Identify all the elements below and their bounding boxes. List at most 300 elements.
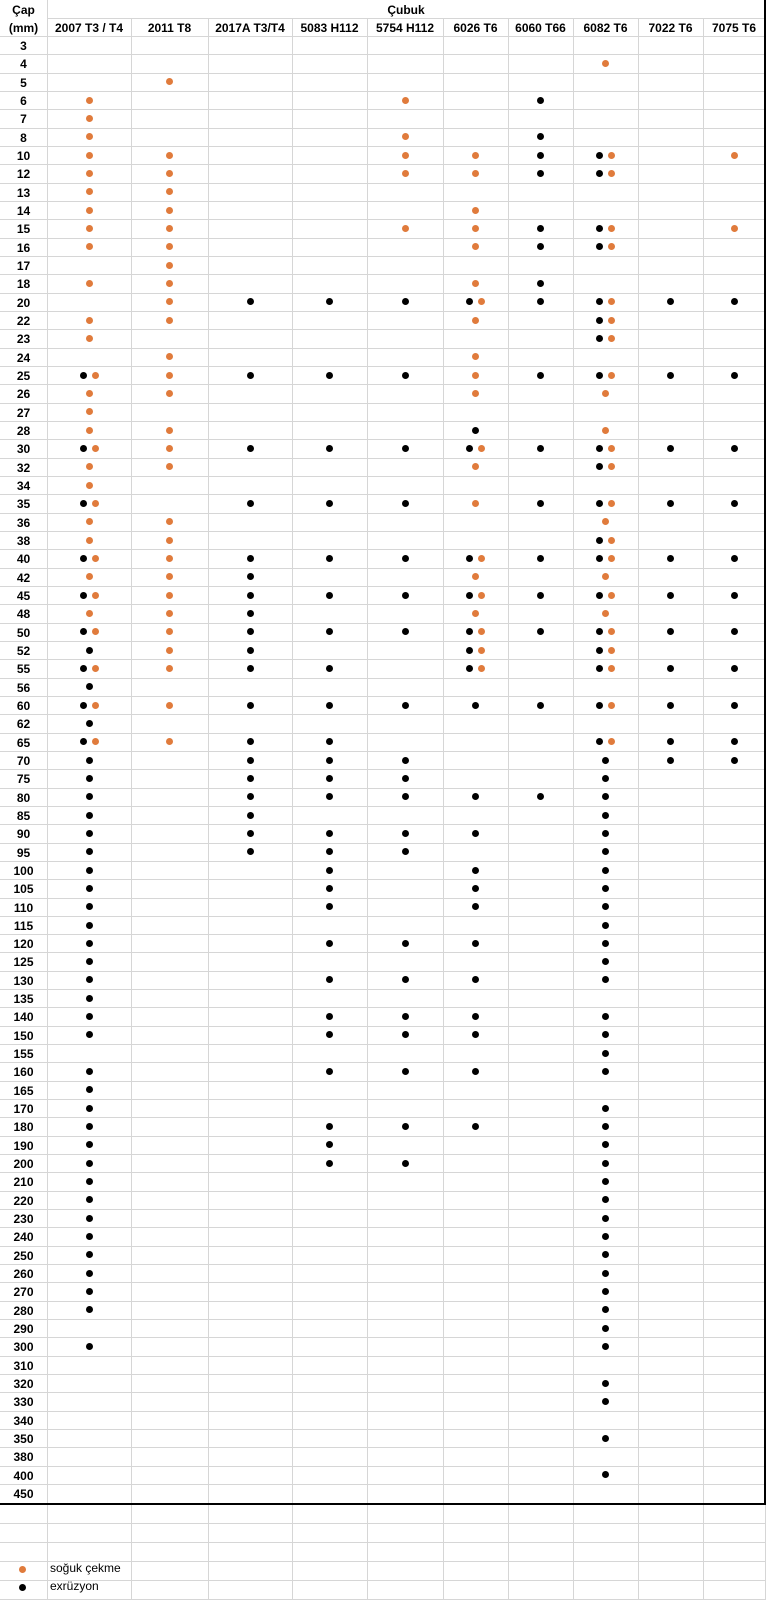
cold-drawn-marker (86, 188, 93, 195)
row-diameter: 380 (13, 1450, 34, 1464)
cold-drawn-marker (166, 372, 173, 379)
grid-hline (0, 128, 765, 129)
row-diameter: 4 (20, 57, 27, 71)
cold-drawn-marker (608, 335, 615, 342)
cold-drawn-marker (92, 702, 99, 709)
cold-drawn-marker (472, 463, 479, 470)
grid-vline (443, 18, 444, 1503)
cold-drawn-marker (92, 445, 99, 452)
grid-hline (0, 201, 765, 202)
extrusion-marker (80, 372, 87, 379)
extrusion-marker (472, 793, 479, 800)
row-diameter: 5 (20, 76, 27, 90)
extrusion-marker (402, 298, 409, 305)
extrusion-marker (537, 243, 544, 250)
extrusion-marker (402, 592, 409, 599)
cold-drawn-marker (86, 573, 93, 580)
extrusion-marker (402, 628, 409, 635)
row-diameter: 180 (13, 1120, 34, 1134)
extrusion-marker (731, 702, 738, 709)
row-diameter: 55 (16, 662, 31, 676)
cold-drawn-marker (402, 152, 409, 159)
grid-hline (0, 1191, 765, 1192)
legend-extrusion-marker (19, 1584, 26, 1591)
row-diameter: 60 (16, 699, 31, 713)
extrusion-marker (247, 738, 254, 745)
cold-drawn-marker (92, 592, 99, 599)
grid-hline (0, 274, 765, 275)
extrusion-marker (602, 958, 609, 965)
grid-hline (0, 879, 765, 880)
grid-vline (47, 0, 48, 1503)
cold-drawn-marker (602, 518, 609, 525)
grid-hline (0, 1154, 765, 1155)
grid-hline (0, 513, 765, 514)
extrusion-marker (472, 885, 479, 892)
cold-drawn-marker (86, 225, 93, 232)
extrusion-marker (731, 592, 738, 599)
extrusion-marker (602, 1251, 609, 1258)
row-diameter: 350 (13, 1432, 34, 1446)
row-diameter: 24 (16, 351, 31, 365)
extrusion-marker (86, 1160, 93, 1167)
grid-hline (0, 916, 765, 917)
cold-drawn-marker (166, 537, 173, 544)
extrusion-marker (602, 885, 609, 892)
cold-drawn-marker (86, 243, 93, 250)
extrusion-marker (667, 738, 674, 745)
extrusion-marker (537, 298, 544, 305)
extrusion-marker (472, 1123, 479, 1130)
extrusion-marker (731, 757, 738, 764)
extrusion-marker (731, 738, 738, 745)
extrusion-marker (402, 445, 409, 452)
extrusion-marker (402, 702, 409, 709)
cold-drawn-marker (608, 372, 615, 379)
cold-drawn-marker (86, 133, 93, 140)
group-title: Çubuk (387, 2, 425, 17)
extrusion-marker (596, 225, 603, 232)
grid-hline (0, 604, 765, 605)
extrusion-marker (86, 812, 93, 819)
column-header: 7022 T6 (648, 20, 693, 35)
extrusion-marker (80, 555, 87, 562)
row-diameter: 105 (13, 882, 34, 896)
extrusion-marker (731, 500, 738, 507)
cold-drawn-marker (166, 647, 173, 654)
grid-vline (208, 1505, 209, 1600)
extrusion-marker (667, 757, 674, 764)
row-diameter: 45 (16, 589, 31, 603)
extrusion-marker (602, 793, 609, 800)
extrusion-marker (86, 1215, 93, 1222)
row-diameter: 100 (13, 864, 34, 878)
cold-drawn-marker (478, 647, 485, 654)
extrusion-marker (602, 1471, 609, 1478)
cold-drawn-marker (166, 152, 173, 159)
table-right-border (764, 0, 766, 1503)
cold-drawn-marker (478, 592, 485, 599)
grid-hline (0, 696, 765, 697)
column-header: 5754 H112 (375, 20, 435, 35)
cold-drawn-marker (86, 518, 93, 525)
grid-hline (0, 568, 765, 569)
extrusion-marker (602, 830, 609, 837)
extrusion-marker (402, 830, 409, 837)
grid-hline (0, 439, 765, 440)
cold-drawn-marker (731, 225, 738, 232)
extrusion-marker (602, 775, 609, 782)
extrusion-marker (596, 555, 603, 562)
extrusion-marker (472, 1031, 479, 1038)
cold-drawn-marker (608, 592, 615, 599)
cold-drawn-marker (478, 628, 485, 635)
grid-hline (0, 1319, 765, 1320)
extrusion-marker (402, 1123, 409, 1130)
extrusion-marker (596, 647, 603, 654)
extrusion-marker (326, 445, 333, 452)
grid-hline (0, 164, 765, 165)
grid-hline (0, 1356, 765, 1357)
legend-label: exrüzyon (50, 1579, 99, 1593)
extrusion-marker (247, 812, 254, 819)
row-diameter: 28 (16, 424, 31, 438)
cold-drawn-marker (166, 317, 173, 324)
grid-hline (0, 1542, 765, 1543)
extrusion-marker (326, 665, 333, 672)
extrusion-marker (80, 738, 87, 745)
legend-label: soğuk çekme (50, 1561, 121, 1575)
grid-hline (0, 531, 765, 532)
row-diameter: 14 (16, 204, 31, 218)
extrusion-marker (326, 298, 333, 305)
row-diameter: 230 (13, 1212, 34, 1226)
table-bottom-border (0, 1503, 766, 1505)
extrusion-marker (472, 976, 479, 983)
grid-vline (131, 1505, 132, 1600)
row-diameter: 135 (13, 992, 34, 1006)
grid-hline (0, 91, 765, 92)
grid-hline (0, 494, 765, 495)
row-diameter: 52 (16, 644, 31, 658)
extrusion-marker (667, 555, 674, 562)
row-diameter: 70 (16, 754, 31, 768)
extrusion-marker (247, 830, 254, 837)
grid-hline (0, 1026, 765, 1027)
extrusion-marker (247, 573, 254, 580)
grid-vline (131, 18, 132, 1503)
cold-drawn-marker (92, 372, 99, 379)
extrusion-marker (86, 958, 93, 965)
cold-drawn-marker (86, 482, 93, 489)
extrusion-marker (537, 170, 544, 177)
extrusion-marker (326, 555, 333, 562)
extrusion-marker (86, 1251, 93, 1258)
cold-drawn-marker (166, 188, 173, 195)
extrusion-marker (326, 1160, 333, 1167)
extrusion-marker (596, 738, 603, 745)
cold-drawn-marker (92, 628, 99, 635)
row-diameter: 340 (13, 1414, 34, 1428)
column-header: 7075 T6 (711, 20, 757, 35)
row-diameter: 150 (13, 1029, 34, 1043)
row-diameter: 280 (13, 1304, 34, 1318)
row-diameter: 330 (13, 1395, 34, 1409)
cold-drawn-marker (166, 445, 173, 452)
grid-vline (638, 18, 639, 1503)
cold-drawn-marker (608, 500, 615, 507)
extrusion-marker (86, 885, 93, 892)
row-diameter: 160 (13, 1065, 34, 1079)
extrusion-marker (326, 976, 333, 983)
column-header: 2007 T3 / T4 (54, 20, 124, 35)
grid-hline (0, 623, 765, 624)
cold-drawn-marker (478, 298, 485, 305)
extrusion-marker (326, 592, 333, 599)
extrusion-marker (402, 555, 409, 562)
cold-drawn-marker (608, 537, 615, 544)
diameter-unit-header: (mm) (8, 20, 39, 35)
grid-hline (0, 458, 765, 459)
row-diameter: 56 (16, 681, 31, 695)
extrusion-marker (602, 1270, 609, 1277)
extrusion-marker (326, 628, 333, 635)
extrusion-marker (602, 1123, 609, 1130)
extrusion-marker (596, 537, 603, 544)
column-header: 2011 T8 (147, 20, 192, 35)
extrusion-marker (326, 793, 333, 800)
extrusion-marker (602, 1160, 609, 1167)
cold-drawn-marker (472, 225, 479, 232)
row-diameter: 40 (16, 552, 31, 566)
row-diameter: 300 (13, 1340, 34, 1354)
extrusion-marker (247, 848, 254, 855)
extrusion-marker (602, 1233, 609, 1240)
extrusion-marker (466, 555, 473, 562)
row-diameter: 34 (16, 479, 31, 493)
extrusion-marker (602, 1178, 609, 1185)
extrusion-marker (537, 500, 544, 507)
cold-drawn-marker (402, 225, 409, 232)
grid-hline (0, 659, 765, 660)
grid-vline (703, 1505, 704, 1600)
cold-drawn-marker (472, 372, 479, 379)
cold-drawn-marker (166, 298, 173, 305)
extrusion-marker (731, 665, 738, 672)
extrusion-marker (247, 775, 254, 782)
extrusion-marker (602, 1306, 609, 1313)
extrusion-marker (602, 812, 609, 819)
extrusion-marker (667, 665, 674, 672)
grid-hline (0, 1580, 765, 1581)
extrusion-marker (247, 592, 254, 599)
extrusion-marker (472, 867, 479, 874)
extrusion-marker (472, 427, 479, 434)
extrusion-marker (537, 702, 544, 709)
extrusion-marker (247, 665, 254, 672)
grid-hline (0, 1429, 765, 1430)
extrusion-marker (326, 738, 333, 745)
cold-drawn-marker (602, 573, 609, 580)
extrusion-marker (466, 628, 473, 635)
cold-drawn-marker (166, 225, 173, 232)
extrusion-marker (602, 1325, 609, 1332)
extrusion-marker (667, 500, 674, 507)
row-diameter: 400 (13, 1469, 34, 1483)
grid-hline (0, 146, 765, 147)
extrusion-marker (247, 793, 254, 800)
cold-drawn-marker (86, 463, 93, 470)
row-diameter: 270 (13, 1285, 34, 1299)
extrusion-marker (466, 592, 473, 599)
row-diameter: 18 (16, 277, 31, 291)
cold-drawn-marker (166, 628, 173, 635)
extrusion-marker (596, 592, 603, 599)
row-diameter: 140 (13, 1010, 34, 1024)
cold-drawn-marker (86, 115, 93, 122)
row-diameter: 80 (16, 791, 31, 805)
grid-vline (292, 1505, 293, 1600)
grid-hline (0, 934, 765, 935)
extrusion-marker (86, 683, 93, 690)
grid-vline (638, 1505, 639, 1600)
grid-vline (508, 18, 509, 1503)
cold-drawn-marker (166, 353, 173, 360)
extrusion-marker (402, 757, 409, 764)
grid-hline (0, 1117, 765, 1118)
row-diameter: 125 (13, 955, 34, 969)
extrusion-marker (326, 500, 333, 507)
extrusion-marker (596, 463, 603, 470)
cold-drawn-marker (86, 408, 93, 415)
cold-drawn-marker (608, 628, 615, 635)
extrusion-marker (537, 225, 544, 232)
grid-hline (0, 678, 765, 679)
column-header: 5083 H112 (300, 20, 359, 35)
cold-drawn-marker (166, 702, 173, 709)
grid-hline (0, 549, 765, 550)
cold-drawn-marker (608, 152, 615, 159)
extrusion-marker (466, 298, 473, 305)
row-diameter: 190 (13, 1139, 34, 1153)
grid-hline (0, 1392, 765, 1393)
grid-hline (0, 219, 765, 220)
cold-drawn-marker (608, 243, 615, 250)
cold-drawn-marker (166, 610, 173, 617)
cold-drawn-marker (166, 207, 173, 214)
cold-drawn-marker (166, 427, 173, 434)
extrusion-marker (537, 97, 544, 104)
grid-vline (367, 18, 368, 1503)
extrusion-marker (602, 1215, 609, 1222)
cold-drawn-marker (86, 537, 93, 544)
cold-drawn-marker (92, 738, 99, 745)
grid-vline (47, 1505, 48, 1600)
cold-drawn-marker (608, 317, 615, 324)
grid-hline (0, 476, 765, 477)
extrusion-marker (596, 628, 603, 635)
row-diameter: 95 (16, 846, 31, 860)
extrusion-marker (596, 335, 603, 342)
cold-drawn-marker (472, 610, 479, 617)
cold-drawn-marker (602, 390, 609, 397)
extrusion-marker (247, 298, 254, 305)
extrusion-marker (247, 628, 254, 635)
grid-hline (0, 1411, 765, 1412)
grid-hline (0, 1172, 765, 1173)
extrusion-marker (86, 1233, 93, 1240)
extrusion-marker (602, 1050, 609, 1057)
extrusion-marker (596, 445, 603, 452)
extrusion-marker (596, 317, 603, 324)
row-diameter: 25 (16, 369, 31, 383)
grid-hline (0, 769, 765, 770)
extrusion-marker (596, 500, 603, 507)
cold-drawn-marker (86, 335, 93, 342)
cold-drawn-marker (608, 702, 615, 709)
extrusion-marker (86, 867, 93, 874)
cold-drawn-marker (731, 152, 738, 159)
extrusion-marker (731, 555, 738, 562)
cold-drawn-marker (402, 133, 409, 140)
extrusion-marker (602, 1141, 609, 1148)
cold-drawn-marker (472, 170, 479, 177)
extrusion-marker (602, 1435, 609, 1442)
grid-hline (0, 421, 765, 422)
grid-hline (0, 1136, 765, 1137)
extrusion-marker (402, 775, 409, 782)
extrusion-marker (326, 1013, 333, 1020)
cold-drawn-marker (478, 445, 485, 452)
grid-vline (367, 1505, 368, 1600)
extrusion-marker (596, 298, 603, 305)
grid-hline (0, 256, 765, 257)
grid-hline (0, 1337, 765, 1338)
grid-hline (0, 109, 765, 110)
grid-hline (0, 1081, 765, 1082)
grid-hline (0, 952, 765, 953)
column-header: 6060 T66 (515, 20, 566, 35)
cold-drawn-marker (86, 317, 93, 324)
extrusion-marker (247, 500, 254, 507)
cold-drawn-marker (472, 317, 479, 324)
row-diameter: 75 (16, 772, 31, 786)
grid-hline (0, 1007, 765, 1008)
extrusion-marker (86, 793, 93, 800)
extrusion-marker (731, 445, 738, 452)
grid-hline (0, 714, 765, 715)
extrusion-marker (326, 940, 333, 947)
extrusion-marker (86, 848, 93, 855)
grid-hline (0, 348, 765, 349)
cold-drawn-marker (86, 427, 93, 434)
row-diameter: 85 (16, 809, 31, 823)
row-diameter: 30 (16, 442, 31, 456)
extrusion-marker (602, 757, 609, 764)
extrusion-marker (326, 372, 333, 379)
extrusion-marker (402, 1068, 409, 1075)
extrusion-marker (326, 830, 333, 837)
cold-drawn-marker (166, 573, 173, 580)
extrusion-marker (537, 372, 544, 379)
grid-hline (0, 971, 765, 972)
grid-hline (0, 1227, 765, 1228)
extrusion-marker (247, 610, 254, 617)
cold-drawn-marker (166, 262, 173, 269)
extrusion-marker (466, 445, 473, 452)
cold-drawn-marker (86, 97, 93, 104)
grid-vline (292, 18, 293, 1503)
